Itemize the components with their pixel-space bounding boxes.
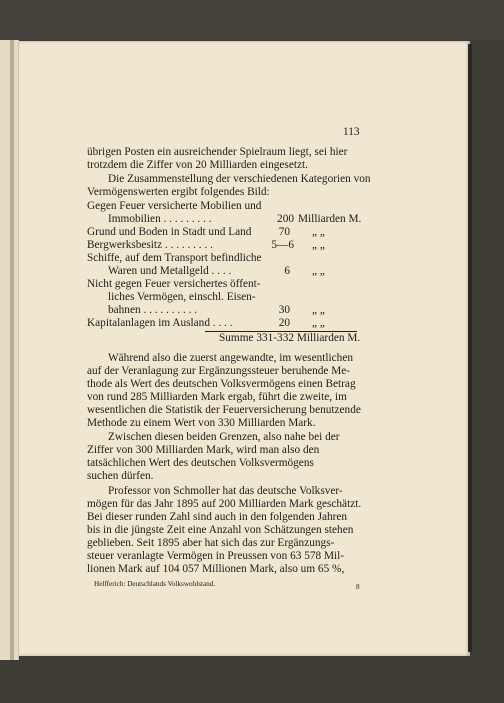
table-row-label: Grund und Boden in Stadt und Land xyxy=(87,226,252,238)
table-row-unit: „ „ xyxy=(312,304,325,316)
table-row-label: Nicht gegen Feuer versichertes öffent- xyxy=(87,278,261,290)
paragraph-line: Professor von Schmoller hat das deutsche Volksver- xyxy=(108,485,343,497)
table-row-label: liches Vermögen, einschl. Eisen- xyxy=(108,291,256,303)
paragraph-line: mögen für das Jahr 1895 auf 200 Milliarden Mark geschätzt. xyxy=(87,498,362,510)
table-row-value: 30 xyxy=(278,304,290,316)
intro-line: übrigen Posten ein ausreichender Spielraum liegt, sei hier xyxy=(87,146,348,158)
paragraph-line: bis in die jüngste Zeit eine Anzahl von Schätzungen stehen xyxy=(87,524,354,536)
table-row-unit: „ „ xyxy=(312,317,325,329)
book-gutter xyxy=(10,40,14,660)
intro-line: trotzdem die Ziffer von 20 Milliarden eingesetzt. xyxy=(87,159,308,171)
table-row-unit: „ „ xyxy=(312,265,325,277)
table-row-value: 20 xyxy=(278,317,290,329)
paragraph-line: lionen Mark auf 104 057 Millionen Mark, also um 65 %, xyxy=(87,563,345,575)
table-row-value: 70 xyxy=(278,226,290,238)
table-row-unit: „ „ xyxy=(312,226,325,238)
background-top xyxy=(0,0,504,40)
table-row-label: Gegen Feuer versicherte Mobilien und xyxy=(87,200,262,212)
table-row-label: Kapitalanlagen im Ausland . . . . xyxy=(87,317,233,329)
paragraph-line: Methode zu einem Wert von 330 Milliarden Mark. xyxy=(87,417,316,429)
paragraph-line: Während also die zuerst angewandte, im wesentlichen xyxy=(108,352,353,364)
table-row-unit: „ „ xyxy=(312,239,325,251)
paragraph-line: Ziffer von 300 Milliarden Mark, wird man also den xyxy=(87,444,320,456)
footer-note: Helfferich: Deutschlands Volkswohlstand. xyxy=(94,580,216,588)
intro-line: Die Zusammenstellung der verschiedenen Kategorien von xyxy=(108,173,371,185)
page-number: 113 xyxy=(343,126,360,138)
table-row-value: 6 xyxy=(284,265,290,277)
table-row-label: Bergwerksbesitz . . . . . . . . . xyxy=(87,239,213,251)
paragraph-line: thode als Wert des deutschen Volksvermögens einen Betrag xyxy=(87,378,356,390)
table-row-label: bahnen . . . . . . . . . . xyxy=(108,304,198,316)
paragraph-line: Bei dieser runden Zahl sind auch in den folgenden Jahren xyxy=(87,511,348,523)
table-row-label: Schiffe, auf dem Transport befindliche xyxy=(87,252,262,264)
paragraph-line: geblieben. Seit 1895 aber hat sich das zur Ergänzungs- xyxy=(87,537,335,549)
paragraph-line: auf der Veranlagung zur Ergänzungssteuer beruhende Me- xyxy=(87,365,351,377)
signature-mark: 8 xyxy=(356,583,360,591)
table-sum: Summe 331-332 Milliarden M. xyxy=(219,332,361,344)
intro-line: Vermögenswerten ergibt folgendes Bild: xyxy=(87,186,270,198)
paragraph-line: Zwischen diesen beiden Grenzen, also nahe bei der xyxy=(108,431,340,443)
table-row-label: Waren und Metallgeld . . . . xyxy=(108,265,232,277)
page-shadow-edge xyxy=(468,44,472,652)
table-row-value: 5—6 xyxy=(271,239,294,251)
paragraph-line: tatsächlichen Wert des deutschen Volksvermögens xyxy=(87,457,314,469)
table-row-value: 200 xyxy=(277,213,294,225)
table-row-unit: Milliarden M. xyxy=(298,213,362,225)
paragraph-line: suchen dürfen. xyxy=(87,470,154,482)
table-row-label: Immobilien . . . . . . . . . xyxy=(108,213,212,225)
paragraph-line: steuer veranlagte Vermögen in Preussen von 63 578 Mil- xyxy=(87,550,345,562)
paragraph-line: wesentlichen die Statistik der Feuerversicherung benutzende xyxy=(87,404,361,416)
paragraph-line: von rund 285 Milliarden Mark ergab, führt die zweite, im xyxy=(87,391,347,403)
